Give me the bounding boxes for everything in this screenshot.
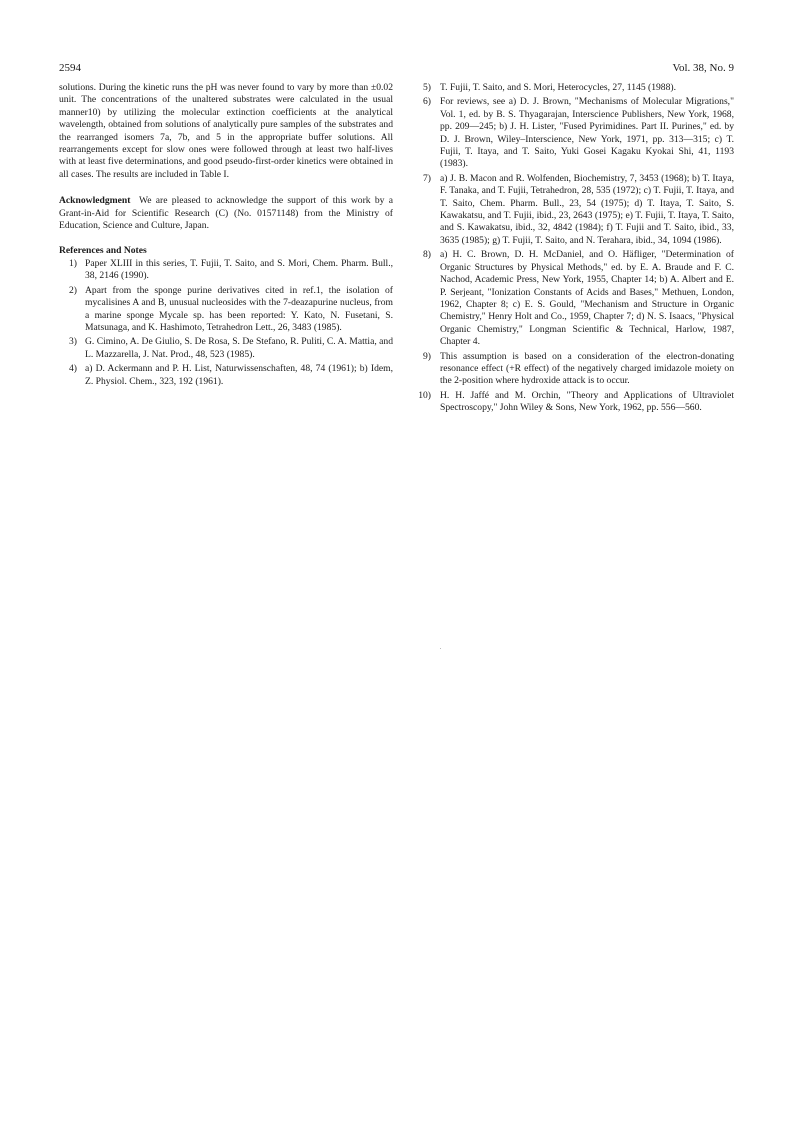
reference-item [59, 258, 393, 283]
reference-number: 8) [423, 249, 431, 261]
reference-text: For reviews, see a) D. J. Brown, "Mechanisms of Molecular Migrations," Vol. 1, ed. by B. S. Thyagarajan, Interscience Publishers, New York, 1968, pp. 209—245; b) J. H. Lister, "Fused Pyrimidines. Part II. Purines," ed. by D. J. Brown, Wiley–Interscience, New York, 1971, pp. 313—315; c) T. Fujii, T. Itaya, and T. Saito, Yuki Gosei Kagaku Kyokai Shi, 41, 1193 (1983). [440, 96, 734, 170]
acknowledgment-text: We are pleased to acknowledge the support of this work by a Grant-in-Aid for Scientific Research (C) (No. 01571148) from the Ministry of Education, Science and Culture, Japan. [59, 195, 393, 232]
reference-item [409, 82, 734, 94]
reference-number: 1) [69, 257, 77, 269]
reference-list-left [59, 258, 393, 388]
reference-number: 10) [418, 389, 431, 401]
reference-number: 4) [69, 363, 77, 375]
reference-number: 5) [423, 82, 431, 93]
body-paragraph: solutions. During the kinetic runs the pH was never found to vary by more than ±0.02 unit. The concentrations of the unaltered substrates were calculated in the usual manner10) by utilizing the molecular extinction coefficients at the analytical wavelength, obtained from solutions of analytically pure samples of the substrates and the rearranged isomers 7a, 7b, and 5 in the appropriate buffer solutions. All rearrangements except for slow ones were followed through at least two half-lives with at least five determinations, and good pseudo-first-order kinetics were obtained in all cases. The results are included in Table I. [59, 82, 393, 180]
reference-text: This assumption is based on a consideration of the electron-donating resonance effect (+R effect) of the negatively charged imidazole moiety on the 2-position where hydroxide attack is to occur. [440, 350, 734, 387]
right-column [409, 82, 734, 417]
page-number: 2594 [59, 62, 81, 74]
reference-text: a) J. B. Macon and R. Wolfenden, Biochemistry, 7, 3453 (1968); b) T. Itaya, F. Tanaka, and T. Fujii, Tetrahedron, 28, 535 (1972); c) T. Fujii, T. Itaya, and T. Saito, Chem. Pharm. Bull., 23, 54 (1975); d) T. Itaya, T. Saito, S. Kawakatsu, and T. Fujii, ibid., 23, 2643 (1975); e) T. Fujii, T. Itaya, T. Saito, and S. Kawakatsu, ibid., 32, 4842 (1984); f) T. Fujii and T. Saito, ibid., 33, 3635 (1985); g) T. Fujii, T. Saito, and N. Terahara, ibid., 34, 1094 (1986). [440, 172, 734, 246]
reference-number: 3) [69, 336, 77, 348]
journal-volume: Vol. 38, No. 9 [672, 62, 734, 74]
scan-speck [440, 648, 441, 649]
references-heading: References and Notes [59, 245, 147, 257]
reference-text: a) D. Ackermann and P. H. List, Naturwissenschaften, 48, 74 (1961); b) Idem, Z. Physiol. Chem., 323, 192 (1961). [85, 363, 393, 387]
reference-list-right [409, 82, 734, 415]
reference-item [409, 249, 734, 348]
reference-text: G. Cimino, A. De Giulio, S. De Rosa, S. De Stefano, R. Puliti, C. A. Mattia, and L. Mazzarella, J. Nat. Prod., 48, 523 (1985). [85, 336, 393, 360]
reference-number: 6) [423, 96, 431, 108]
reference-number: 2) [69, 284, 77, 296]
reference-text: H. H. Jaffé and M. Orchin, "Theory and Applications of Ultraviolet Spectroscopy," John Wiley & Sons, New York, 1962, pp. 556—560. [440, 389, 734, 414]
reference-text: Paper XLIII in this series, T. Fujii, T. Saito, and S. Mori, Chem. Pharm. Bull., 38, 2146 (1990). [85, 257, 393, 282]
reference-item [59, 363, 393, 388]
reference-item [409, 173, 734, 247]
reference-text: a) H. C. Brown, D. H. McDaniel, and O. Häfliger, "Determination of Organic Structures by Physical Methods," ed. by E. A. Braude and F. C. Nachod, Academic Press, New York, 1955, Chapter 14; b) A. Albert and E. P. Serjeant, "Ionization Constants of Acids and Bases," Methuen, London, 1962, Chapter 8; c) E. S. Gould, "Mechanism and Structure in Organic Chemistry," Henry Holt and Co., 1959, Chapter 7; d) N. S. Isaacs, "Physical Organic Chemistry," Longman Scientific & Technical, Harlow, 1987, Chapter 4. [440, 249, 734, 348]
left-column [59, 82, 393, 390]
acknowledgment-heading: Acknowledgment [59, 195, 131, 207]
reference-number: 9) [423, 350, 431, 362]
reference-item [59, 285, 393, 335]
reference-number: 7) [423, 172, 431, 184]
acknowledgment-paragraph [59, 195, 393, 232]
reference-item [409, 351, 734, 388]
reference-item [409, 96, 734, 170]
reference-item [409, 390, 734, 415]
reference-text: Apart from the sponge purine derivatives cited in ref.1, the isolation of mycalisines A and B, unusual nucleosides with the 7-deazapurine nucleus, from a marine sponge Mycale sp. has been reported: Y. Kato, N. Fusetani, S. Matsunaga, and K. Hashimoto, Tetrahedron Lett., 26, 3483 (1985). [85, 284, 393, 333]
reference-text: T. Fujii, T. Saito, and S. Mori, Heterocycles, 27, 1145 (1988). [440, 82, 676, 93]
reference-item [59, 336, 393, 361]
